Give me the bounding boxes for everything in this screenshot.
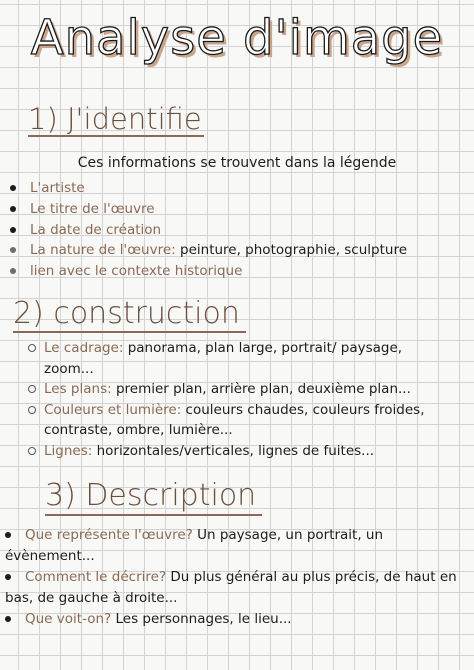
item-label: Lignes: xyxy=(44,442,93,459)
item-label: Couleurs et lumière: xyxy=(44,401,182,418)
bullet-icon xyxy=(10,185,16,191)
bullet-icon xyxy=(5,616,11,622)
bullet-icon xyxy=(5,574,11,580)
list-item xyxy=(28,400,425,441)
item-text-continued: zoom... xyxy=(44,360,94,377)
list-item xyxy=(10,178,407,199)
bullet-icon xyxy=(10,268,16,274)
section-heading-description: 3) Description xyxy=(45,480,262,516)
item-label: Comment le décrire? xyxy=(25,569,167,585)
item-text: peinture, photographie, sculpture xyxy=(175,242,408,259)
circle-bullet-icon xyxy=(28,406,36,414)
item-text-continued: contraste, ombre, lumière... xyxy=(44,422,233,438)
bullet-icon xyxy=(10,206,16,212)
item-text: Du plus général au plus précis, de haut en xyxy=(166,569,457,585)
list-item xyxy=(10,220,407,241)
legend-note: Ces informations se trouvent dans la légende xyxy=(77,155,397,171)
description-list xyxy=(5,525,457,630)
item-text: couleurs chaudes, couleurs froides, xyxy=(181,401,425,418)
list-item xyxy=(10,261,407,282)
circle-bullet-icon xyxy=(28,385,36,393)
item-text: Un paysage, un portrait, un xyxy=(192,527,384,543)
item-label: La nature de l'œuvre: xyxy=(30,242,176,259)
item-label: lien avec le contexte historique xyxy=(30,263,243,280)
item-label: Le titre de l'œuvre xyxy=(30,200,155,217)
item-label: Le cadrage: xyxy=(44,340,124,356)
item-label: Les plans: xyxy=(44,381,112,397)
item-label: L'artiste xyxy=(30,180,85,196)
list-item xyxy=(10,199,407,220)
bullet-icon xyxy=(5,532,11,538)
circle-bullet-icon xyxy=(28,447,36,455)
construction-list xyxy=(28,338,425,461)
section-heading-identifie: 1) J'identifie xyxy=(28,102,202,136)
item-text-continued: évènement... xyxy=(5,548,95,564)
item-label: Que représente l'œuvre? xyxy=(25,527,193,543)
list-item xyxy=(28,379,425,400)
identify-list xyxy=(10,178,407,282)
bullet-icon xyxy=(10,227,16,233)
list-item xyxy=(5,567,457,609)
item-label: Que voit-on? xyxy=(25,611,112,627)
item-text-continued: bas, de gauche à droite... xyxy=(5,590,178,606)
list-item xyxy=(5,525,457,567)
list-item xyxy=(28,441,425,462)
item-text: Les personnages, le lieu... xyxy=(111,611,292,627)
bullet-icon xyxy=(10,247,16,253)
list-item xyxy=(5,609,457,630)
section-heading-construction: 2) construction xyxy=(13,298,246,333)
item-text: premier plan, arrière plan, deuxième plan... xyxy=(111,381,411,397)
page-title: Analyse d'image xyxy=(30,10,444,66)
item-text: panorama, plan large, portrait/ paysage, xyxy=(123,340,403,356)
circle-bullet-icon xyxy=(28,344,36,352)
list-item xyxy=(10,240,407,261)
item-label: La date de création xyxy=(30,221,162,238)
item-text: horizontales/verticales, lignes de fuites... xyxy=(92,442,375,459)
list-item xyxy=(28,338,425,379)
